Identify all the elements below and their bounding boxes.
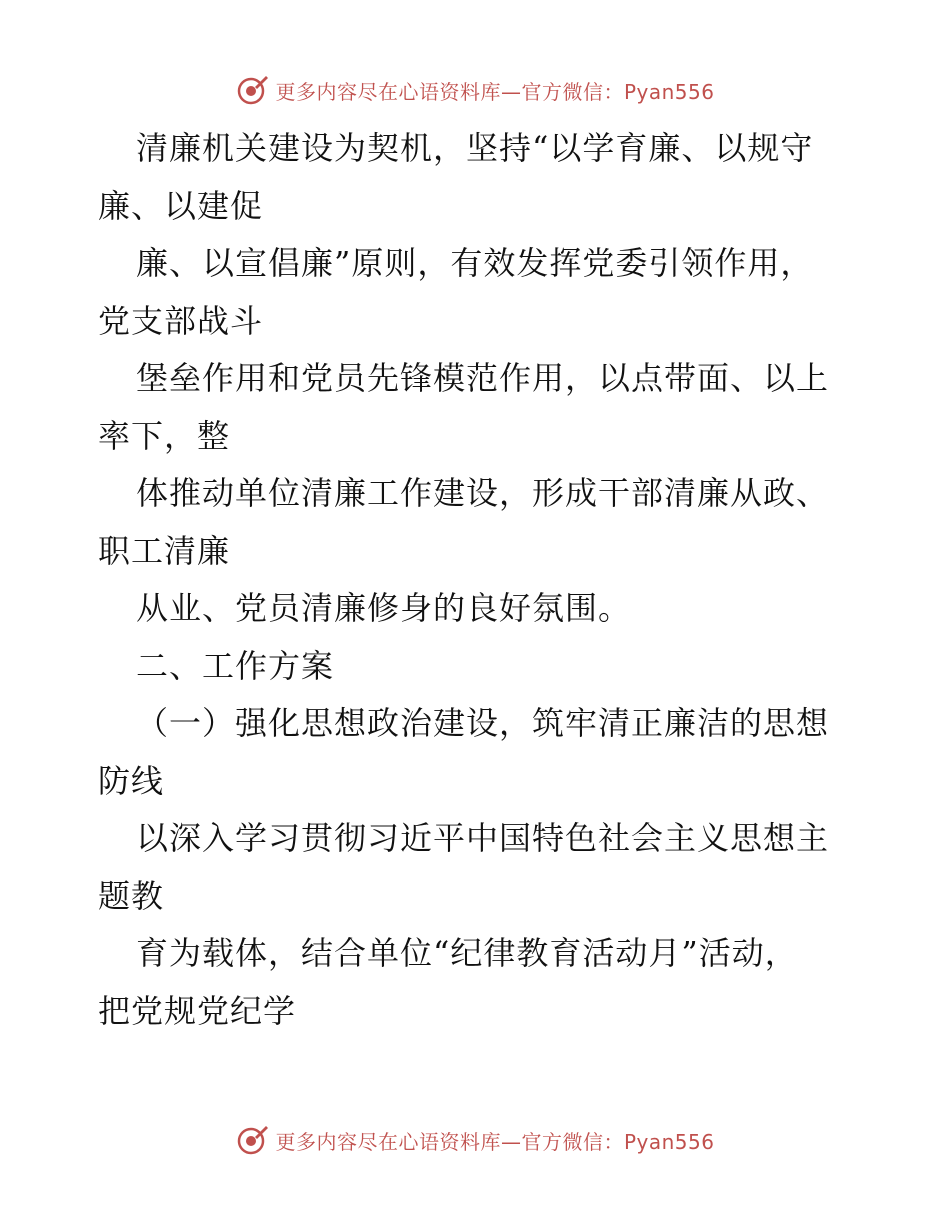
- footer-watermark: [0, 1120, 950, 1160]
- document-body: [98, 120, 858, 1040]
- text-line: 题教: [98, 876, 165, 915]
- text-line: 防线: [98, 761, 165, 800]
- text-line: 职工清廉: [98, 531, 231, 570]
- text-line: 率下，整: [98, 416, 231, 455]
- text-line: 把党规党纪学: [98, 991, 297, 1030]
- header-watermark-text: 更多内容尽在心语资料库—官方微信：Pyan556: [275, 79, 715, 104]
- pen-logo-icon: [235, 73, 269, 107]
- header-watermark: [0, 70, 950, 110]
- footer-watermark-text: 更多内容尽在心语资料库—官方微信：Pyan556: [275, 1129, 715, 1154]
- text-line: 廉、以建促: [98, 186, 264, 225]
- text-line: 清廉机关建设为契机，坚持“以学育廉、以规守: [136, 129, 814, 167]
- subsection-heading: （一）强化思想政治建设，筑牢清正廉洁的思想: [136, 704, 830, 742]
- text-line: 育为载体，结合单位“纪律教育活动月”活动，: [136, 934, 798, 972]
- text-line: 从业、党员清廉修身的良好氛围。: [136, 589, 632, 627]
- text-line: 堡垒作用和党员先锋模范作用，以点带面、以上: [136, 359, 830, 397]
- pen-logo-icon: [235, 1123, 269, 1157]
- text-line: 体推动单位清廉工作建设，形成干部清廉从政、: [136, 474, 830, 512]
- text-line: 以深入学习贯彻习近平中国特色社会主义思想主: [136, 819, 830, 857]
- section-heading: 二、工作方案: [136, 646, 335, 685]
- text-line: 党支部战斗: [98, 301, 264, 340]
- text-line: 廉、以宣倡廉”原则，有效发挥党委引领作用，: [136, 244, 814, 282]
